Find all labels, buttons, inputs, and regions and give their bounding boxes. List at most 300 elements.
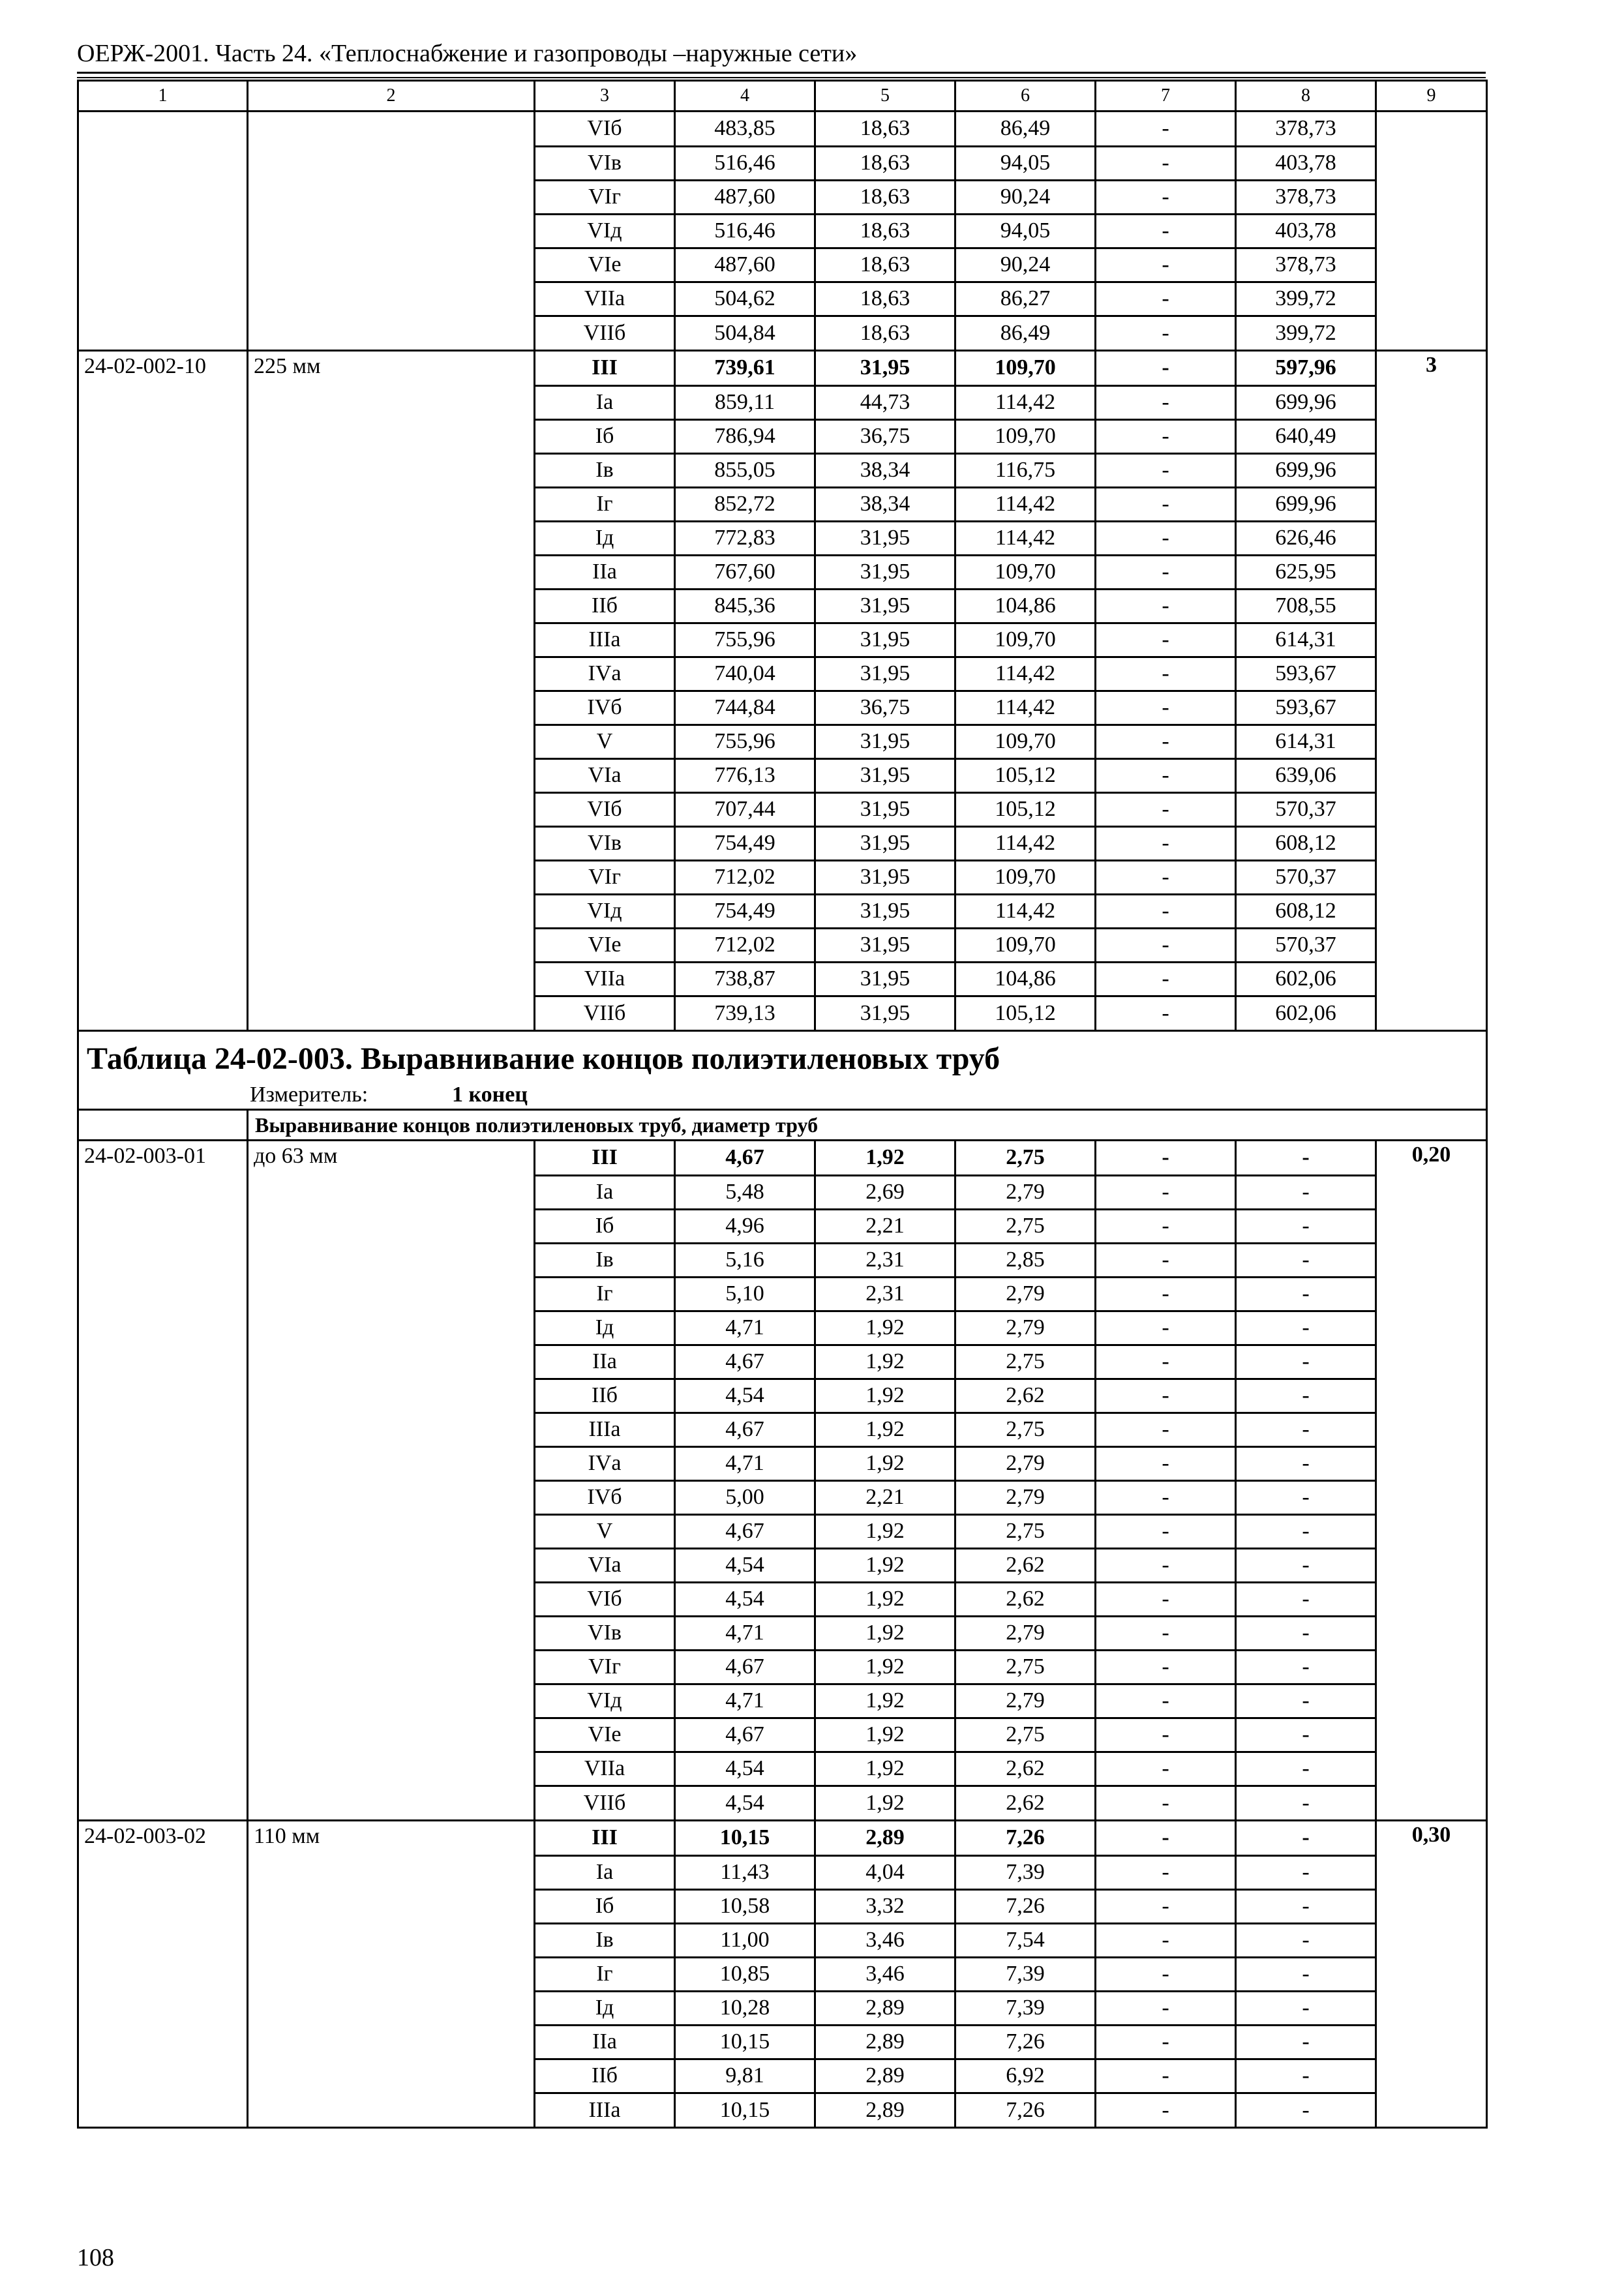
table-cell: 378,73 (1236, 180, 1376, 214)
rate-name (248, 792, 535, 826)
table-cell: VIд (535, 1684, 675, 1718)
table-cell: 2,89 (815, 1821, 955, 1856)
rate-unit (1376, 1923, 1487, 1957)
table-cell: - (1096, 725, 1236, 758)
table-cell: 114,42 (955, 894, 1096, 928)
measure-label: Измеритель: (250, 1083, 368, 1107)
rate-code (78, 2025, 248, 2059)
table-cell: 2,79 (955, 1480, 1096, 1514)
table-cell: Iд (535, 1311, 675, 1345)
table-cell: 1,92 (815, 1684, 955, 1718)
table-row (78, 1786, 1487, 1821)
table-cell: 4,71 (675, 1311, 815, 1345)
table-cell: 776,13 (675, 758, 815, 792)
table-row (78, 112, 1487, 147)
table-cell: - (1096, 521, 1236, 555)
table-cell: Iд (535, 521, 675, 555)
rate-name (248, 657, 535, 691)
table-cell: 3,46 (815, 1957, 955, 1991)
table-cell: - (1236, 1209, 1376, 1243)
table-cell: 109,70 (955, 725, 1096, 758)
table-cell: - (1096, 1582, 1236, 1616)
table-cell: 2,21 (815, 1209, 955, 1243)
table-cell: 4,71 (675, 1616, 815, 1650)
table-cell: - (1096, 1991, 1236, 2025)
table-cell: VIе (535, 248, 675, 282)
table-row (78, 419, 1487, 453)
table-cell: 852,72 (675, 487, 815, 521)
table-cell: VIд (535, 894, 675, 928)
table-cell: 570,37 (1236, 792, 1376, 826)
table-row (78, 180, 1487, 214)
table-cell: Iб (535, 1889, 675, 1923)
table-cell: - (1096, 112, 1236, 147)
table-cell: 114,42 (955, 826, 1096, 860)
table-row (78, 248, 1487, 282)
table-cell: 109,70 (955, 860, 1096, 894)
rate-code (78, 758, 248, 792)
rate-code (78, 1514, 248, 1548)
table-cell: 4,54 (675, 1379, 815, 1413)
rate-code (78, 453, 248, 487)
table-row (78, 521, 1487, 555)
table-cell: - (1096, 282, 1236, 316)
table-cell: - (1236, 1718, 1376, 1752)
rate-code (78, 996, 248, 1031)
table-cell: - (1096, 1413, 1236, 1446)
rate-unit (1376, 1889, 1487, 1923)
table-cell: 516,46 (675, 146, 815, 180)
table-cell: 699,96 (1236, 487, 1376, 521)
table-cell: 4,54 (675, 1582, 815, 1616)
table-cell: 2,75 (955, 1514, 1096, 1548)
table-cell: - (1096, 792, 1236, 826)
table-cell: 707,44 (675, 792, 815, 826)
table-cell: 2,79 (955, 1446, 1096, 1480)
table-cell: Iв (535, 1243, 675, 1277)
table-cell: III (535, 1141, 675, 1176)
rate-name (248, 385, 535, 419)
table-cell: VIа (535, 1548, 675, 1582)
table-cell: 7,39 (955, 1855, 1096, 1889)
table-cell: 7,54 (955, 1923, 1096, 1957)
table-cell: IVа (535, 657, 675, 691)
rate-code (78, 1209, 248, 1243)
rate-name (248, 1480, 535, 1514)
table-cell: Iг (535, 487, 675, 521)
table-cell: 31,95 (815, 623, 955, 657)
table-cell: 2,79 (955, 1175, 1096, 1209)
rate-code: 24-02-002-10 (78, 351, 248, 386)
table-cell: - (1236, 1277, 1376, 1311)
table-cell: 18,63 (815, 248, 955, 282)
rate-name (248, 691, 535, 725)
table-cell: 11,43 (675, 1855, 815, 1889)
table-cell: 10,15 (675, 2025, 815, 2059)
table-cell: - (1236, 1957, 1376, 1991)
table-cell: 31,95 (815, 860, 955, 894)
table-cell: 2,62 (955, 1752, 1096, 1786)
table-row (78, 351, 1487, 386)
table-cell: - (1096, 351, 1236, 386)
table-cell: - (1096, 1821, 1236, 1856)
table-cell: 31,95 (815, 826, 955, 860)
table-row (78, 1548, 1487, 1582)
rate-unit (1376, 962, 1487, 996)
table-cell: 755,96 (675, 725, 815, 758)
rate-code (78, 180, 248, 214)
table-cell: - (1096, 146, 1236, 180)
table-cell: 597,96 (1236, 351, 1376, 386)
table-row (78, 214, 1487, 248)
table-cell: VIIа (535, 962, 675, 996)
table-cell: Iг (535, 1957, 675, 1991)
table-cell: - (1096, 1209, 1236, 1243)
table-row (78, 1991, 1487, 2025)
rate-code (78, 487, 248, 521)
table-row (78, 1855, 1487, 1889)
rate-unit (1376, 860, 1487, 894)
table-cell: - (1096, 1752, 1236, 1786)
table-cell: - (1096, 691, 1236, 725)
table-cell: - (1096, 1684, 1236, 1718)
table-cell: 593,67 (1236, 691, 1376, 725)
rate-code (78, 1548, 248, 1582)
rate-code (78, 1923, 248, 1957)
table-cell: 4,54 (675, 1752, 815, 1786)
rate-code (78, 1379, 248, 1413)
table-row (78, 1923, 1487, 1957)
rate-code (78, 623, 248, 657)
rate-name (248, 180, 535, 214)
table-cell: - (1236, 2059, 1376, 2093)
table-cell: 104,86 (955, 589, 1096, 623)
table-cell: 2,75 (955, 1141, 1096, 1176)
table-cell: 2,31 (815, 1277, 955, 1311)
rate-unit (1376, 1718, 1487, 1752)
rate-name (248, 758, 535, 792)
table-row (78, 146, 1487, 180)
header-rule (77, 72, 1486, 74)
table-row (78, 555, 1487, 589)
table-cell: - (1096, 2059, 1236, 2093)
rate-code (78, 1277, 248, 1311)
table-cell: VIв (535, 826, 675, 860)
table-cell: 114,42 (955, 521, 1096, 555)
table-cell: 18,63 (815, 112, 955, 147)
rate-unit (1376, 1616, 1487, 1650)
table-cell: 6,92 (955, 2059, 1096, 2093)
rate-unit (1376, 1277, 1487, 1311)
table-cell: 608,12 (1236, 826, 1376, 860)
rate-name (248, 282, 535, 316)
table-row (78, 1413, 1487, 1446)
table-cell: 7,39 (955, 1957, 1096, 1991)
table-cell: 2,62 (955, 1548, 1096, 1582)
table-row (78, 2093, 1487, 2128)
table-cell: 4,71 (675, 1684, 815, 1718)
rate-unit (1376, 1684, 1487, 1718)
table-cell: 116,75 (955, 453, 1096, 487)
table-cell: IIа (535, 2025, 675, 2059)
table-cell: - (1236, 1514, 1376, 1548)
rate-name (248, 1413, 535, 1446)
table-cell: 31,95 (815, 962, 955, 996)
rate-code (78, 1345, 248, 1379)
table-cell: 1,92 (815, 1141, 955, 1176)
rate-name (248, 453, 535, 487)
column-number: 9 (1376, 81, 1487, 112)
column-number: 2 (248, 81, 535, 112)
table-cell: - (1096, 180, 1236, 214)
table-cell: V (535, 725, 675, 758)
table-cell: 105,12 (955, 792, 1096, 826)
table-cell: - (1096, 555, 1236, 589)
rate-code (78, 860, 248, 894)
table-row (78, 1141, 1487, 1176)
table-cell: 2,21 (815, 1480, 955, 1514)
table-cell: 7,26 (955, 2093, 1096, 2128)
table-cell: 4,54 (675, 1786, 815, 1821)
table-row (78, 657, 1487, 691)
table-cell: 739,61 (675, 351, 815, 386)
table-cell: 626,46 (1236, 521, 1376, 555)
table-cell: VIIб (535, 1786, 675, 1821)
rate-unit (1376, 453, 1487, 487)
table-cell: 1,92 (815, 1345, 955, 1379)
table-row (78, 623, 1487, 657)
table-cell: 712,02 (675, 860, 815, 894)
rate-name (248, 1209, 535, 1243)
table-cell: 31,95 (815, 589, 955, 623)
table-cell: IVб (535, 691, 675, 725)
table-title: Таблица 24-02-003. Выравнивание концов полиэтиленовых труб (78, 1031, 1487, 1082)
table-row (78, 1446, 1487, 1480)
table-cell: VIIб (535, 996, 675, 1031)
table-cell: Iб (535, 1209, 675, 1243)
rate-unit (1376, 385, 1487, 419)
table-cell: 403,78 (1236, 214, 1376, 248)
table-row (78, 487, 1487, 521)
table-cell: 1,92 (815, 1718, 955, 1752)
table-cell: 744,84 (675, 691, 815, 725)
table-cell: - (1096, 1548, 1236, 1582)
table-row (78, 758, 1487, 792)
table-row (78, 1379, 1487, 1413)
rate-name (248, 146, 535, 180)
table-cell: - (1096, 385, 1236, 419)
rate-unit (1376, 112, 1487, 147)
table-cell: 754,49 (675, 894, 815, 928)
table-cell: - (1236, 1650, 1376, 1684)
table-cell: - (1096, 1243, 1236, 1277)
table-cell: VIе (535, 928, 675, 962)
rate-name (248, 1582, 535, 1616)
table-cell: - (1096, 1650, 1236, 1684)
rate-unit (1376, 521, 1487, 555)
table-cell: 4,54 (675, 1548, 815, 1582)
rate-code (78, 419, 248, 453)
rate-unit (1376, 2059, 1487, 2093)
rate-code (78, 316, 248, 351)
table-cell: 31,95 (815, 725, 955, 758)
rate-unit (1376, 1243, 1487, 1277)
table-cell: 1,92 (815, 1752, 955, 1786)
rate-unit (1376, 1311, 1487, 1345)
table-cell: 3,32 (815, 1889, 955, 1923)
table-cell: 772,83 (675, 521, 815, 555)
rate-code (78, 282, 248, 316)
table-cell: 44,73 (815, 385, 955, 419)
table-cell: IIIа (535, 2093, 675, 2128)
table-cell: 9,81 (675, 2059, 815, 2093)
table-cell: 845,36 (675, 589, 815, 623)
rate-code (78, 248, 248, 282)
rate-name: до 63 мм (248, 1141, 535, 1176)
table-row (78, 282, 1487, 316)
table-cell: - (1236, 2093, 1376, 2128)
column-number-row (78, 81, 1487, 112)
rate-unit (1376, 623, 1487, 657)
table-cell: 786,94 (675, 419, 815, 453)
rate-code (78, 691, 248, 725)
rate-unit (1376, 1957, 1487, 1991)
table-cell: - (1096, 1480, 1236, 1514)
table-cell: - (1096, 1889, 1236, 1923)
table-cell: Iв (535, 1923, 675, 1957)
table-cell: 754,49 (675, 826, 815, 860)
table-cell: 855,05 (675, 453, 815, 487)
table-cell: 10,15 (675, 1821, 815, 1856)
table-cell: 593,67 (1236, 657, 1376, 691)
table-cell: Iд (535, 1991, 675, 2025)
table-row (78, 996, 1487, 1031)
rate-name (248, 1855, 535, 1889)
table-cell: 2,85 (955, 1243, 1096, 1277)
table-cell: - (1096, 657, 1236, 691)
table-cell: VIIб (535, 316, 675, 351)
table-cell: Iа (535, 385, 675, 419)
table-cell: - (1096, 1175, 1236, 1209)
table-cell: - (1096, 1514, 1236, 1548)
rate-unit (1376, 657, 1487, 691)
table-cell: 18,63 (815, 316, 955, 351)
table-cell: 738,87 (675, 962, 815, 996)
table-cell: 86,27 (955, 282, 1096, 316)
table-row (78, 1345, 1487, 1379)
rate-name (248, 521, 535, 555)
rate-code (78, 1311, 248, 1345)
rates-table (77, 80, 1488, 2129)
table-cell: 31,95 (815, 351, 955, 386)
table-cell: 487,60 (675, 180, 815, 214)
table-cell: - (1236, 1345, 1376, 1379)
table-cell: IIб (535, 589, 675, 623)
table-row (78, 826, 1487, 860)
table-cell: IVа (535, 1446, 675, 1480)
table-cell: - (1096, 589, 1236, 623)
table-cell: 4,71 (675, 1446, 815, 1480)
table-cell: 10,28 (675, 1991, 815, 2025)
table-cell: IIб (535, 1379, 675, 1413)
table-cell: - (1236, 1684, 1376, 1718)
rate-unit (1376, 1480, 1487, 1514)
table-cell: 859,11 (675, 385, 815, 419)
table-cell: - (1096, 1786, 1236, 1821)
table-cell: 570,37 (1236, 928, 1376, 962)
table-cell: - (1236, 1379, 1376, 1413)
rate-code (78, 1175, 248, 1209)
rate-unit (1376, 1413, 1487, 1446)
table-row (78, 1311, 1487, 1345)
table-cell: 18,63 (815, 180, 955, 214)
column-number: 8 (1236, 81, 1376, 112)
rate-code (78, 112, 248, 147)
rate-code (78, 1889, 248, 1923)
rate-name (248, 826, 535, 860)
rate-unit (1376, 214, 1487, 248)
table-cell: - (1236, 2025, 1376, 2059)
table-cell: IVб (535, 1480, 675, 1514)
rate-code (78, 1991, 248, 2025)
table-cell: - (1096, 2093, 1236, 2128)
rate-code (78, 894, 248, 928)
rate-code (78, 826, 248, 860)
rate-name (248, 1752, 535, 1786)
rate-unit (1376, 996, 1487, 1031)
table-cell: 4,96 (675, 1209, 815, 1243)
rate-code (78, 521, 248, 555)
table-cell: 114,42 (955, 487, 1096, 521)
table-cell: 31,95 (815, 792, 955, 826)
table-cell: 4,67 (675, 1650, 815, 1684)
table-cell: Iг (535, 1277, 675, 1311)
table-cell: - (1096, 1855, 1236, 1889)
rate-code (78, 555, 248, 589)
table-cell: 2,62 (955, 1582, 1096, 1616)
table-cell: IIа (535, 1345, 675, 1379)
table-cell: - (1236, 1141, 1376, 1176)
rate-unit (1376, 1786, 1487, 1821)
table-row (78, 2059, 1487, 2093)
table-cell: 2,62 (955, 1379, 1096, 1413)
table-cell: Iв (535, 453, 675, 487)
table-cell: 399,72 (1236, 316, 1376, 351)
rate-name (248, 1991, 535, 2025)
table-row (78, 1243, 1487, 1277)
table-cell: 105,12 (955, 758, 1096, 792)
table-cell: 18,63 (815, 282, 955, 316)
table-cell: 90,24 (955, 248, 1096, 282)
rate-code (78, 1718, 248, 1752)
table-cell: - (1096, 214, 1236, 248)
table-cell: 94,05 (955, 214, 1096, 248)
table-cell: 11,00 (675, 1923, 815, 1957)
rate-name (248, 248, 535, 282)
rate-unit (1376, 1650, 1487, 1684)
table-cell: 2,75 (955, 1718, 1096, 1752)
table-row (78, 2025, 1487, 2059)
rate-name (248, 316, 535, 351)
rate-name (248, 1514, 535, 1548)
rate-unit: 3 (1376, 351, 1487, 386)
rate-name (248, 1345, 535, 1379)
table-cell: III (535, 1821, 675, 1856)
table-cell: 712,02 (675, 928, 815, 962)
table-cell: 36,75 (815, 419, 955, 453)
table-cell: - (1096, 2025, 1236, 2059)
table-cell: Iа (535, 1855, 675, 1889)
